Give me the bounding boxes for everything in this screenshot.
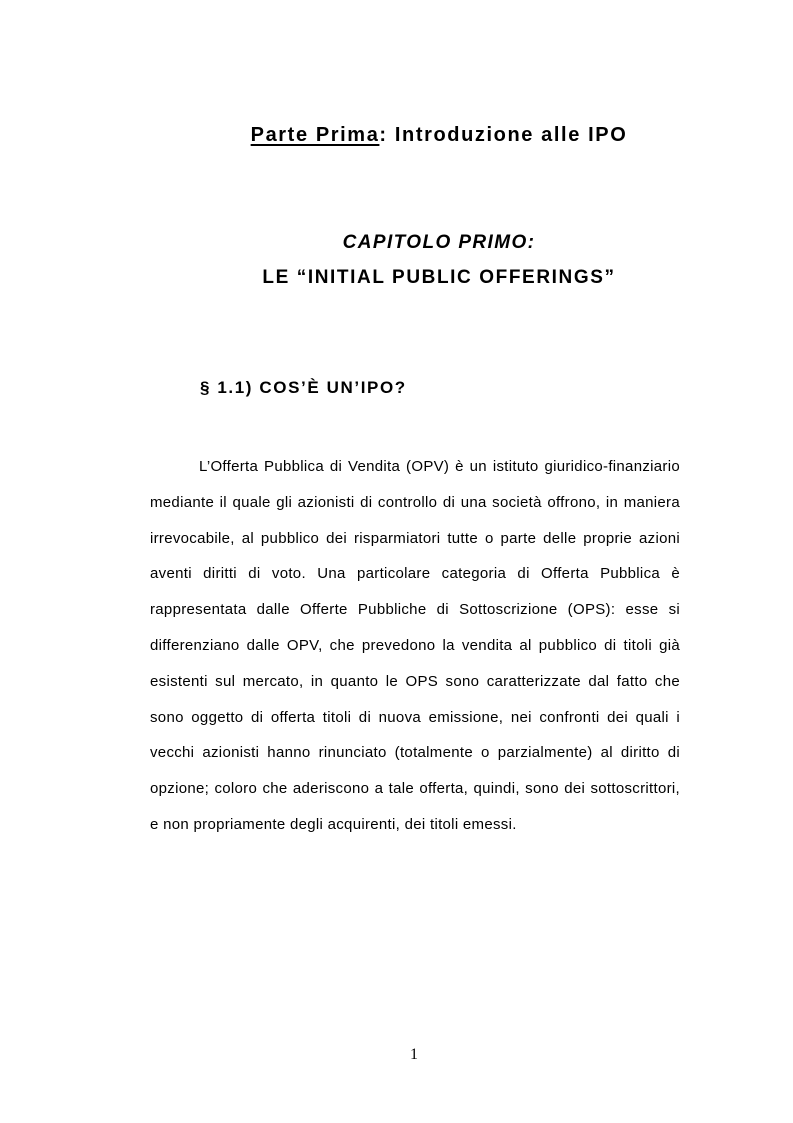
part-title (0, 124, 793, 147)
part-title-text: Introduzione alle IPO (394, 124, 628, 146)
body-paragraph: L’Offerta Pubblica di Vendita (OPV) è un istituto giuridico-finanziario mediante il quale gli azionisti di controllo di una società offrono, in maniera irrevocabile, al pubblico dei risparmiatori tutte o parte delle proprie azioni aventi diritti di voto. Una particolare categoria di Offerta Pubblica è rappresentata dalle Offerte Pubbliche di Sottoscrizione (OPS): esse si differenziano dalle OPV, che prevedono la vendita al pubblico di titoli già esistenti sul mercato, in quanto le OPS sono caratterizzate dal fatto che sono oggetto di offerta titoli di nuova emissione, nei confronti dei quali i vecchi azionisti hanno rinunciato (totalmente o parzialmente) al diritto di opzione; coloro che aderiscono a tale offerta, quindi, sono dei sottoscrittori, e non propriamente degli acquirenti, dei titoli emessi. (150, 458, 680, 833)
page-number: 1 (410, 1046, 418, 1063)
section-heading: § 1.1) COS’È UN’IPO? (200, 378, 407, 397)
chapter-label: CAPITOLO PRIMO: (342, 232, 536, 253)
chapter-title: LE “INITIAL PUBLIC OFFERINGS” (262, 267, 616, 288)
part-separator: : (379, 124, 395, 146)
part-label: Parte Prima (250, 124, 380, 146)
